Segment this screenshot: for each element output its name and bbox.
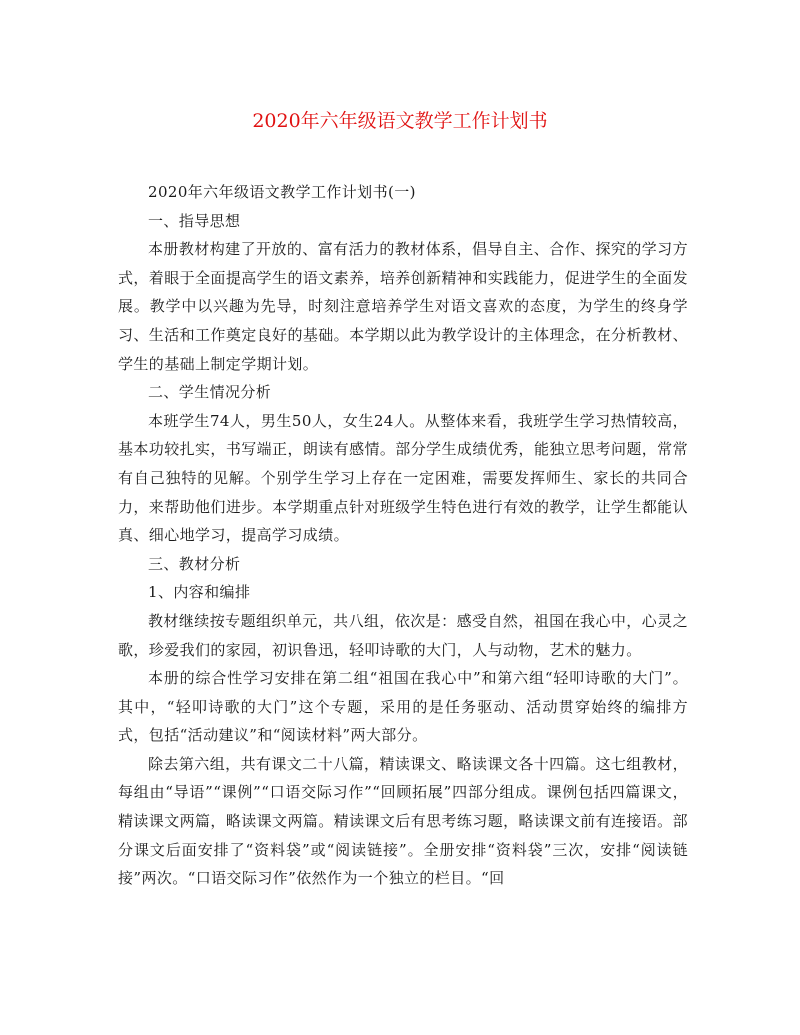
section-heading: 三、教材分析 [148,554,241,573]
paragraph: 本册教材构建了开放的、富有活力的教材体系，倡导自主、合作、探究的学习方式，着眼于全面提高学生的语文素养，培养创新精神和实践能力，促进学生的全面发展。教学中以兴趣为先导，时刻注意培养学生对语文喜欢的态度，为学生的终身学习、生活和工作奠定良好的基础。本学期以此为教学设计的主体理念，在分析教材、学生的基础上制定学期计划。 [118,240,688,373]
section-heading: 二、学生情况分析 [148,383,272,402]
document-title: 2020年六年级语文教学工作计划书 [252,110,548,132]
section-heading: 一、指导思想 [148,211,241,230]
document-body [118,178,688,893]
paragraph: 本册的综合性学习安排在第二组“祖国在我心中”和第六组“轻叩诗歌的大门”。其中，“轻叩诗歌的大门”这个专题，采用的是任务驱动、活动贯穿始终的编排方式，包括“活动建议”和“阅读材料”两大部分。 [118,669,688,745]
section-heading: 2020年六年级语文教学工作计划书(一) [148,183,416,201]
paragraph: 除去第六组，共有课文二十八篇，精读课文、略读课文各十四篇。这七组教材，每组由“导语”“课例”“口语交际习作”“回顾拓展”四部分组成。课例包括四篇课文，精读课文两篇，略读课文两篇。精读课文后有思考练习题，略读课文前有连接语。部分课文后面安排了“资料袋”或“阅读链接”。全册安排“资料袋”三次，安排“阅读链接”两次。“口语交际习作”依然作为一个独立的栏目。“回 [118,754,688,888]
paragraph: 教材继续按专题组织单元，共八组，依次是：感受自然，祖国在我心中，心灵之歌，珍爱我们的家园，初识鲁迅，轻叩诗歌的大门，人与动物，艺术的魅力。 [118,611,688,659]
subsection-heading: 1、内容和编排 [148,583,251,602]
paragraph: 本班学生74人，男生50人，女生24人。从整体来看，我班学生学习热情较高，基本功较扎实，书写端正，朗读有感情。部分学生成绩优秀，能独立思考问题，常常有自己独特的见解。个别学生学习上存在一定困难，需要发挥师生、家长的共同合力，来帮助他们进步。本学期重点针对班级学生特色进行有效的教学，让学生都能认真、细心地学习，提高学习成绩。 [118,411,688,545]
